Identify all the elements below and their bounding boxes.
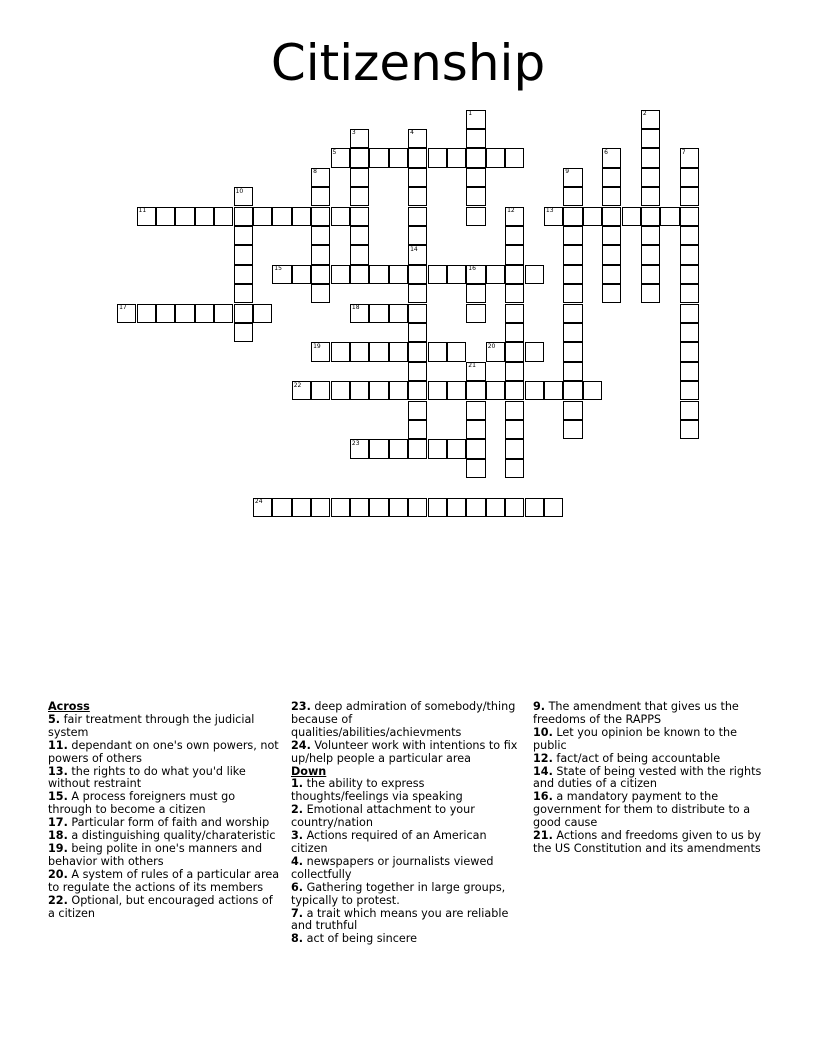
grid-cell[interactable] xyxy=(350,381,369,400)
clue-number: 19. xyxy=(48,841,68,855)
clue-text: the ability to express thoughts/feelings via speaking xyxy=(291,777,463,804)
grid-cell[interactable] xyxy=(408,498,427,517)
grid-cell[interactable] xyxy=(175,207,194,226)
grid-cell[interactable] xyxy=(408,207,427,226)
grid-clue-number: 17 xyxy=(119,304,127,311)
grid-cell[interactable] xyxy=(331,342,350,361)
grid-clue-number: 18 xyxy=(351,304,360,311)
grid-cell[interactable] xyxy=(272,207,291,226)
grid-cell[interactable] xyxy=(602,265,621,284)
grid-cell[interactable] xyxy=(389,148,408,167)
grid-cell[interactable] xyxy=(447,148,466,167)
grid-clue-number: 16 xyxy=(468,265,476,273)
clue-number: 22. xyxy=(48,893,68,907)
clue-item xyxy=(291,830,523,856)
grid-cell[interactable] xyxy=(389,342,408,361)
clue-item xyxy=(48,791,280,817)
grid-clue-number: 9 xyxy=(565,168,570,176)
clue-number: 17. xyxy=(48,816,68,830)
grid-cell[interactable] xyxy=(369,148,388,167)
clue-item xyxy=(291,933,523,946)
grid-cell[interactable] xyxy=(486,498,505,517)
grid-cell[interactable] xyxy=(602,207,621,226)
grid-cell[interactable] xyxy=(486,342,505,361)
clue-number: 5. xyxy=(48,712,61,726)
grid-cell[interactable] xyxy=(428,381,447,400)
clue-number: 15. xyxy=(48,790,68,804)
grid-clue-number: 1 xyxy=(468,110,473,117)
grid-cell[interactable] xyxy=(466,498,485,517)
grid-cell[interactable] xyxy=(486,265,505,284)
grid-cell[interactable] xyxy=(505,304,524,323)
grid-cell[interactable] xyxy=(408,226,427,245)
grid-clue-number: 3 xyxy=(351,129,356,137)
grid-cell[interactable] xyxy=(641,284,660,303)
clue-text: Optional, but encouraged actions of a citizen xyxy=(48,893,273,920)
grid-cell[interactable] xyxy=(505,439,524,458)
clue-text: a distinguishing quality/charateristic xyxy=(67,829,276,843)
grid-cell[interactable] xyxy=(253,207,272,226)
grid-cell[interactable] xyxy=(563,401,582,420)
grid-cell[interactable] xyxy=(408,187,427,206)
grid-cell[interactable] xyxy=(563,168,582,187)
grid-cell[interactable] xyxy=(563,323,582,342)
grid-cell[interactable] xyxy=(272,498,291,517)
grid-cell[interactable] xyxy=(292,207,311,226)
grid-cell[interactable] xyxy=(641,226,660,245)
grid-cell[interactable] xyxy=(311,381,330,400)
grid-cell[interactable] xyxy=(331,381,350,400)
clue-number: 9. xyxy=(533,700,546,713)
grid-cell[interactable] xyxy=(292,265,311,284)
grid-cell[interactable] xyxy=(602,245,621,264)
grid-cell[interactable] xyxy=(525,342,544,361)
clue-text: Actions required of an American citizen xyxy=(291,829,487,855)
grid-cell[interactable] xyxy=(486,381,505,400)
grid-cell[interactable] xyxy=(602,226,621,245)
grid-cell[interactable] xyxy=(408,148,427,167)
grid-cell[interactable] xyxy=(389,304,408,323)
clue-item xyxy=(48,714,280,740)
grid-cell[interactable] xyxy=(408,401,427,420)
grid-cell[interactable] xyxy=(331,207,350,226)
grid-cell[interactable] xyxy=(369,498,388,517)
clue-text: The amendment that gives us the freedoms of the RAPPS xyxy=(533,700,739,726)
grid-cell[interactable] xyxy=(331,265,350,284)
clue-number: 11. xyxy=(48,738,68,752)
grid-clue-number: 22 xyxy=(293,381,302,389)
clue-item xyxy=(533,791,765,830)
grid-cell[interactable] xyxy=(680,420,699,439)
clue-text: being polite in one's manners and behavior with others xyxy=(48,841,263,868)
grid-cell[interactable] xyxy=(680,362,699,381)
grid-cell[interactable] xyxy=(680,265,699,284)
clue-number: 7. xyxy=(291,906,304,920)
clue-number: 4. xyxy=(291,854,304,868)
grid-cell[interactable] xyxy=(505,226,524,245)
grid-clue-number: 19 xyxy=(313,342,321,350)
grid-cell[interactable] xyxy=(680,168,699,187)
clue-text: deep admiration of somebody/thing because of qualities/abilities/achievments xyxy=(291,700,516,739)
grid-clue-number: 6 xyxy=(604,148,608,156)
grid-cell[interactable] xyxy=(195,304,214,323)
grid-clue-number: 13 xyxy=(545,207,554,214)
grid-clue-number: 7 xyxy=(681,148,686,156)
grid-cell[interactable] xyxy=(505,498,524,517)
grid-clue-number: 12 xyxy=(507,207,515,214)
clue-number: 24. xyxy=(291,738,311,752)
grid-cell[interactable] xyxy=(369,381,388,400)
clue-text: newspapers or journalists viewed collectfully xyxy=(291,854,494,881)
grid-cell[interactable] xyxy=(350,498,369,517)
grid-cell[interactable] xyxy=(563,284,582,303)
clue-number: 18. xyxy=(48,829,68,843)
grid-cell[interactable] xyxy=(311,207,330,226)
grid-cell[interactable] xyxy=(466,439,485,458)
grid-cell[interactable] xyxy=(641,245,660,264)
grid-cell[interactable] xyxy=(466,129,485,148)
grid-cell[interactable] xyxy=(389,381,408,400)
grid-cell[interactable] xyxy=(563,362,582,381)
clue-text: fair treatment through the judicial system xyxy=(48,712,255,739)
clue-number: 23. xyxy=(291,700,311,713)
grid-cell[interactable] xyxy=(117,304,136,323)
grid-cell[interactable] xyxy=(447,381,466,400)
clue-text: act of being sincere xyxy=(303,932,418,946)
grid-cell[interactable] xyxy=(408,245,427,264)
clue-number: 20. xyxy=(48,867,68,881)
grid-cell[interactable] xyxy=(544,207,563,226)
grid-cell[interactable] xyxy=(583,381,602,400)
clue-text: fact/act of being accountable xyxy=(552,751,721,765)
grid-cell[interactable] xyxy=(505,148,524,167)
grid-cell[interactable] xyxy=(563,226,582,245)
clue-number: 14. xyxy=(533,764,553,778)
clue-text: the rights to do what you'd like without restraint xyxy=(48,764,246,791)
clue-number: 13. xyxy=(48,764,68,778)
across-heading: Across xyxy=(48,700,90,713)
clue-text: Emotional attachment to your country/nation xyxy=(291,803,475,830)
grid-cell[interactable] xyxy=(641,110,660,129)
grid-cell[interactable] xyxy=(680,381,699,400)
grid-cell[interactable] xyxy=(428,439,447,458)
grid-cell[interactable] xyxy=(389,265,408,284)
grid-cell[interactable] xyxy=(408,342,427,361)
grid-cell[interactable] xyxy=(428,498,447,517)
grid-cell[interactable] xyxy=(486,148,505,167)
grid-cell[interactable] xyxy=(311,284,330,303)
grid-cell[interactable] xyxy=(680,304,699,323)
clue-text: a trait which means you are reliable and truthful xyxy=(291,906,509,933)
grid-cell[interactable] xyxy=(272,265,291,284)
grid-cell[interactable] xyxy=(563,265,582,284)
grid-cell[interactable] xyxy=(175,304,194,323)
grid-clue-number: 4 xyxy=(410,129,414,137)
clue-text: dependant on one's own powers, not powers of others xyxy=(48,738,279,765)
clue-item xyxy=(533,766,765,792)
grid-cell[interactable] xyxy=(311,265,330,284)
grid-cell[interactable] xyxy=(641,148,660,167)
clue-item xyxy=(291,882,523,908)
grid-cell[interactable] xyxy=(466,381,485,400)
clue-column-1 xyxy=(48,701,280,920)
grid-cell[interactable] xyxy=(505,284,524,303)
grid-cell[interactable] xyxy=(253,304,272,323)
grid-cell[interactable] xyxy=(466,304,485,323)
grid-cell[interactable] xyxy=(311,498,330,517)
grid-cell[interactable] xyxy=(428,265,447,284)
grid-cell[interactable] xyxy=(350,148,369,167)
grid-cell[interactable] xyxy=(583,207,602,226)
grid-cell[interactable] xyxy=(311,168,330,187)
grid-cell[interactable] xyxy=(466,420,485,439)
grid-cell[interactable] xyxy=(408,304,427,323)
grid-cell[interactable] xyxy=(156,207,175,226)
grid-cell[interactable] xyxy=(563,245,582,264)
clue-item xyxy=(291,908,523,934)
grid-cell[interactable] xyxy=(563,304,582,323)
grid-clue-number: 23 xyxy=(351,439,360,447)
grid-cell[interactable] xyxy=(466,265,485,284)
grid-cell[interactable] xyxy=(253,498,272,517)
grid-cell[interactable] xyxy=(680,284,699,303)
grid-cell[interactable] xyxy=(234,284,253,303)
grid-cell[interactable] xyxy=(369,342,388,361)
clue-text: Volunteer work with intentions to fix up/help people a particular area xyxy=(291,738,518,765)
clue-text: A system of rules of a particular area to regulate the actions of its members xyxy=(48,867,280,894)
clue-text: Particular form of faith and worship xyxy=(67,816,270,830)
grid-cell[interactable] xyxy=(641,265,660,284)
grid-cell[interactable] xyxy=(234,323,253,342)
grid-cell[interactable] xyxy=(466,110,485,129)
grid-cell[interactable] xyxy=(292,498,311,517)
grid-clue-number: 10 xyxy=(235,187,244,195)
grid-cell[interactable] xyxy=(563,381,582,400)
grid-cell[interactable] xyxy=(350,226,369,245)
grid-cell[interactable] xyxy=(505,362,524,381)
clue-text: Actions and freedoms given to us by the US Constitution and its amendments xyxy=(533,829,762,855)
grid-cell[interactable] xyxy=(311,187,330,206)
grid-cell[interactable] xyxy=(156,304,175,323)
grid-cell[interactable] xyxy=(466,187,485,206)
clue-number: 21. xyxy=(533,829,553,843)
grid-cell[interactable] xyxy=(350,265,369,284)
grid-cell[interactable] xyxy=(350,342,369,361)
grid-cell[interactable] xyxy=(408,323,427,342)
grid-cell[interactable] xyxy=(680,207,699,226)
clue-number: 16. xyxy=(533,790,553,804)
page-title: Citizenship xyxy=(270,34,546,92)
grid-cell[interactable] xyxy=(544,381,563,400)
grid-cell[interactable] xyxy=(447,342,466,361)
clue-item xyxy=(533,701,765,727)
grid-cell[interactable] xyxy=(563,342,582,361)
grid-cell[interactable] xyxy=(602,187,621,206)
clue-item xyxy=(533,830,765,856)
grid-cell[interactable] xyxy=(350,129,369,148)
grid-cell[interactable] xyxy=(602,168,621,187)
grid-clue-number: 11 xyxy=(138,207,147,214)
grid-cell[interactable] xyxy=(466,284,485,303)
grid-cell[interactable] xyxy=(680,226,699,245)
grid-cell[interactable] xyxy=(350,207,369,226)
grid-cell[interactable] xyxy=(505,323,524,342)
grid-cell[interactable] xyxy=(563,420,582,439)
grid-cell[interactable] xyxy=(350,439,369,458)
grid-cell[interactable] xyxy=(525,381,544,400)
grid-cell[interactable] xyxy=(369,304,388,323)
grid-cell[interactable] xyxy=(331,498,350,517)
grid-cell[interactable] xyxy=(350,304,369,323)
grid-cell[interactable] xyxy=(389,439,408,458)
grid-cell[interactable] xyxy=(447,498,466,517)
grid-cell[interactable] xyxy=(505,207,524,226)
grid-cell[interactable] xyxy=(428,148,447,167)
clue-number: 10. xyxy=(533,725,553,739)
clue-column-2 xyxy=(291,701,523,946)
grid-cell[interactable] xyxy=(234,226,253,245)
grid-cell[interactable] xyxy=(408,129,427,148)
clue-text: A process foreigners must go through to become a citizen xyxy=(48,790,236,817)
grid-cell[interactable] xyxy=(660,207,679,226)
grid-cell[interactable] xyxy=(602,284,621,303)
grid-cell[interactable] xyxy=(680,342,699,361)
grid-cell[interactable] xyxy=(350,168,369,187)
clue-text: Gathering together in large groups, typically to protest. xyxy=(291,880,506,907)
grid-cell[interactable] xyxy=(369,439,388,458)
grid-cell[interactable] xyxy=(680,187,699,206)
grid-cell[interactable] xyxy=(137,304,156,323)
grid-cell[interactable] xyxy=(447,439,466,458)
grid-cell[interactable] xyxy=(311,226,330,245)
grid-cell[interactable] xyxy=(408,381,427,400)
clue-text: a mandatory payment to the government for them to distribute to a good cause xyxy=(533,790,751,830)
clue-item xyxy=(291,701,523,740)
grid-clue-number: 14 xyxy=(410,245,418,253)
grid-cell[interactable] xyxy=(331,148,350,167)
clue-number: 12. xyxy=(533,751,553,765)
grid-cell[interactable] xyxy=(369,265,388,284)
grid-cell[interactable] xyxy=(234,207,253,226)
grid-cell[interactable] xyxy=(408,284,427,303)
clue-number: 6. xyxy=(291,880,304,894)
grid-clue-number: 5 xyxy=(332,148,337,156)
clue-item xyxy=(48,895,280,921)
grid-cell[interactable] xyxy=(408,362,427,381)
grid-cell[interactable] xyxy=(641,168,660,187)
grid-cell[interactable] xyxy=(408,168,427,187)
down-heading: Down xyxy=(291,764,327,778)
grid-cell[interactable] xyxy=(505,420,524,439)
grid-clue-number: 21 xyxy=(468,362,476,370)
grid-cell[interactable] xyxy=(466,401,485,420)
grid-clue-number: 15 xyxy=(274,265,282,273)
grid-cell[interactable] xyxy=(447,265,466,284)
grid-cell[interactable] xyxy=(350,187,369,206)
grid-cell[interactable] xyxy=(680,401,699,420)
clue-number: 1. xyxy=(291,777,304,791)
grid-cell[interactable] xyxy=(466,459,485,478)
grid-cell[interactable] xyxy=(505,459,524,478)
grid-cell[interactable] xyxy=(408,265,427,284)
clue-item xyxy=(533,727,765,753)
grid-cell[interactable] xyxy=(525,498,544,517)
grid-cell[interactable] xyxy=(428,342,447,361)
grid-cell[interactable] xyxy=(466,148,485,167)
grid-clue-number: 8 xyxy=(313,168,317,176)
clue-number: 3. xyxy=(291,829,304,843)
clue-item xyxy=(48,843,280,869)
grid-cell[interactable] xyxy=(641,207,660,226)
grid-cell[interactable] xyxy=(544,498,563,517)
grid-cell[interactable] xyxy=(641,187,660,206)
grid-cell[interactable] xyxy=(505,342,524,361)
clue-text: Let you opinion be known to the public xyxy=(533,725,738,752)
grid-cell[interactable] xyxy=(505,381,524,400)
clue-item xyxy=(48,766,280,792)
grid-cell[interactable] xyxy=(311,342,330,361)
grid-cell[interactable] xyxy=(214,304,233,323)
grid-cell[interactable] xyxy=(350,245,369,264)
grid-cell[interactable] xyxy=(505,401,524,420)
clue-item xyxy=(48,740,280,766)
clue-item xyxy=(291,804,523,830)
grid-cell[interactable] xyxy=(234,265,253,284)
grid-cell[interactable] xyxy=(525,265,544,284)
grid-cell[interactable] xyxy=(680,148,699,167)
grid-cell[interactable] xyxy=(389,498,408,517)
clue-item xyxy=(291,856,523,882)
grid-clue-number: 2 xyxy=(642,110,647,117)
grid-cell[interactable] xyxy=(563,207,582,226)
clue-text: State of being vested with the rights and duties of a citizen xyxy=(533,764,762,791)
clue-column-3 xyxy=(533,701,765,856)
grid-cell[interactable] xyxy=(505,245,524,264)
grid-cell[interactable] xyxy=(466,168,485,187)
grid-cell[interactable] xyxy=(234,187,253,206)
grid-cell[interactable] xyxy=(680,323,699,342)
grid-cell[interactable] xyxy=(680,245,699,264)
grid-clue-number: 24 xyxy=(254,498,263,505)
clue-number: 2. xyxy=(291,803,304,817)
grid-cell[interactable] xyxy=(641,129,660,148)
grid-cell[interactable] xyxy=(466,207,485,226)
clue-item xyxy=(291,740,523,766)
grid-cell[interactable] xyxy=(622,207,641,226)
grid-cell[interactable] xyxy=(195,207,214,226)
grid-cell[interactable] xyxy=(408,420,427,439)
clue-item xyxy=(48,869,280,895)
grid-cell[interactable] xyxy=(563,187,582,206)
grid-cell[interactable] xyxy=(505,265,524,284)
grid-cell[interactable] xyxy=(602,148,621,167)
grid-cell[interactable] xyxy=(137,207,156,226)
clue-item xyxy=(291,778,523,804)
grid-cell[interactable] xyxy=(466,362,485,381)
grid-cell[interactable] xyxy=(311,245,330,264)
grid-clue-number: 20 xyxy=(487,342,496,350)
grid-cell[interactable] xyxy=(292,381,311,400)
grid-cell[interactable] xyxy=(214,207,233,226)
clue-number: 8. xyxy=(291,932,304,946)
grid-cell[interactable] xyxy=(408,439,427,458)
grid-cell[interactable] xyxy=(234,245,253,264)
grid-cell[interactable] xyxy=(234,304,253,323)
